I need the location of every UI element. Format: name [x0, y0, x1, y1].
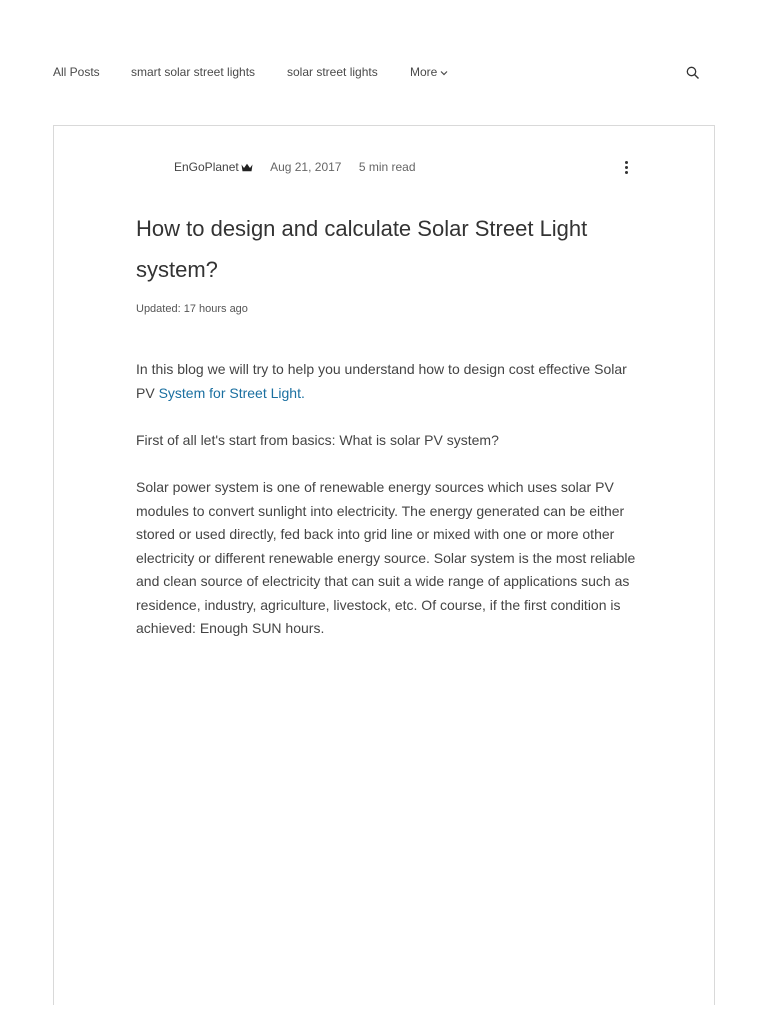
- system-for-street-light-link[interactable]: System for Street Light.: [158, 384, 305, 401]
- search-icon[interactable]: [686, 66, 700, 80]
- nav-more-dropdown[interactable]: [410, 65, 448, 79]
- nav-solar-street-lights[interactable]: solar street lights: [287, 65, 378, 79]
- nav-all-posts[interactable]: All Posts: [53, 65, 100, 79]
- paragraph-intro-text: In this blog we will try to help you understand how to design cost effective Solar PV: [136, 361, 627, 401]
- post-title: How to design and calculate Solar Street Light system?: [136, 216, 588, 282]
- nav-more-label: More: [410, 65, 438, 79]
- paragraph-intro: [136, 358, 636, 405]
- more-options-icon[interactable]: [622, 160, 630, 176]
- paragraph-solar-power: Solar power system is one of renewable energy sources which uses solar PV modules to convert sunlight into electricity. The energy generated can be either stored or used directly, fed back into grid line or mixed with one or more other electricity or different renewable energy source. Solar system is the most reliable and clean source of electricity that can suit a wide range of applications such as residence, industry, agriculture, livestock, etc. Of course, if the first condition is achieved: Enough SUN hours.: [136, 479, 636, 636]
- post-meta: [174, 160, 416, 174]
- author-name[interactable]: EnGoPlanet: [174, 160, 239, 174]
- chevron-down-icon: [440, 70, 448, 76]
- nav-smart-solar-street-lights[interactable]: smart solar street lights: [131, 65, 256, 79]
- blog-nav: [0, 0, 768, 120]
- paragraph-basics: First of all let's start from basics: What is solar PV system?: [136, 432, 499, 448]
- read-time: 5 min read: [358, 160, 416, 174]
- post-date: Aug 21, 2017: [270, 160, 342, 174]
- crown-icon: [241, 163, 253, 172]
- updated-time: Updated: 17 hours ago: [136, 303, 248, 315]
- post-card: [53, 125, 715, 1005]
